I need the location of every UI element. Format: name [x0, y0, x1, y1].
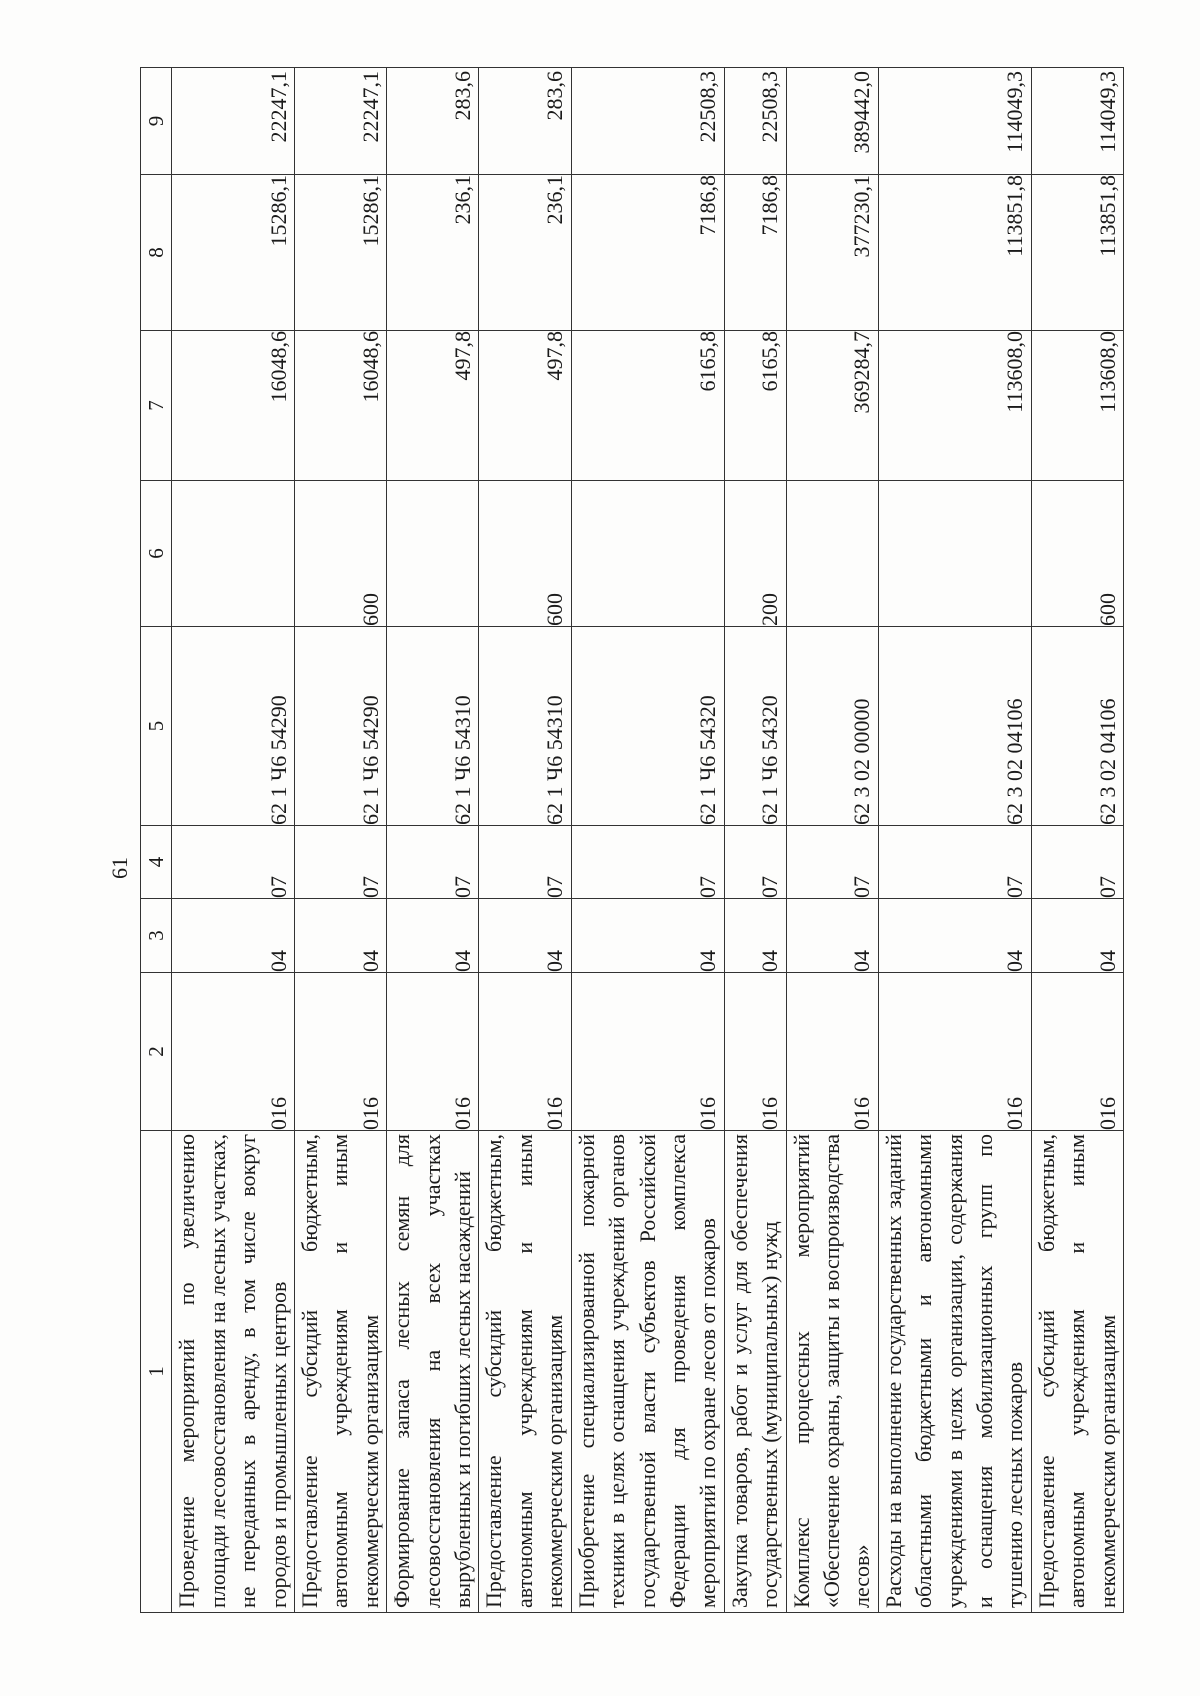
cell-amount-2: 15286,1 — [295, 175, 387, 331]
cell-section-code: 04 — [172, 899, 295, 973]
row-name: Предоставление субсидий бюджетным, автономным учреждениям и иным некоммерческим организациям — [1031, 1131, 1123, 1613]
cell-amount-3: 22508,3 — [571, 68, 724, 175]
cell-amount-3: 22247,1 — [295, 68, 387, 175]
cell-subsection-code: 07 — [571, 826, 724, 899]
cell-amount-1: 16048,6 — [295, 331, 387, 481]
cell-ministry-code: 016 — [172, 973, 295, 1131]
column-header: 9 — [141, 68, 172, 175]
table-row — [724, 68, 786, 1613]
table-row — [1031, 68, 1123, 1613]
cell-target-article: 62 1 Ч6 54310 — [387, 627, 479, 826]
cell-subsection-code: 07 — [479, 826, 571, 899]
cell-amount-3: 22247,1 — [172, 68, 295, 175]
cell-amount-3: 389442,0 — [786, 68, 878, 175]
row-name: Предоставление субсидий бюджетным, автономным учреждениям и иным некоммерческим организациям — [479, 1131, 571, 1613]
column-header: 8 — [141, 175, 172, 331]
cell-section-code: 04 — [571, 899, 724, 973]
cell-target-article: 62 1 Ч6 54310 — [479, 627, 571, 826]
cell-amount-1: 113608,0 — [878, 331, 1031, 481]
cell-subsection-code: 07 — [878, 826, 1031, 899]
cell-ministry-code: 016 — [479, 973, 571, 1131]
cell-amount-2: 113851,8 — [878, 175, 1031, 331]
cell-amount-2: 7186,8 — [724, 175, 786, 331]
cell-subsection-code: 07 — [724, 826, 786, 899]
cell-subsection-code: 07 — [295, 826, 387, 899]
cell-ministry-code: 016 — [878, 973, 1031, 1131]
cell-amount-2: 236,1 — [387, 175, 479, 331]
cell-amount-1: 369284,7 — [786, 331, 878, 481]
cell-section-code: 04 — [878, 899, 1031, 973]
row-name: Предоставление субсидий бюджетным, автономным учреждениям и иным некоммерческим организациям — [295, 1131, 387, 1613]
cell-amount-1: 497,8 — [387, 331, 479, 481]
header-row — [141, 68, 172, 1613]
cell-expense-type — [571, 481, 724, 627]
column-header: 3 — [141, 899, 172, 973]
row-name: Формирование запаса лесных семян для лесовосстановления на всех участках вырубленных и погибших лесных насаждений — [387, 1131, 479, 1613]
row-name: Комплекс процессных мероприятий «Обеспечение охраны, защиты и воспроизводства лесов» — [786, 1131, 878, 1613]
cell-expense-type — [878, 481, 1031, 627]
cell-section-code: 04 — [1031, 899, 1123, 973]
cell-section-code: 04 — [479, 899, 571, 973]
row-name: Закупка товаров, работ и услуг для обеспечения государственных (муниципальных) нужд — [724, 1131, 786, 1613]
cell-amount-2: 113851,8 — [1031, 175, 1123, 331]
table-row — [878, 68, 1031, 1613]
cell-amount-1: 6165,8 — [571, 331, 724, 481]
column-header: 1 — [141, 1131, 172, 1613]
cell-section-code: 04 — [295, 899, 387, 973]
cell-subsection-code: 07 — [387, 826, 479, 899]
table-row — [571, 68, 724, 1613]
cell-section-code: 04 — [387, 899, 479, 973]
table-row — [295, 68, 387, 1613]
page-number: 61 — [107, 857, 132, 879]
cell-expense-type: 600 — [479, 481, 571, 627]
cell-amount-1: 113608,0 — [1031, 331, 1123, 481]
row-name: Проведение мероприятий по увеличению площади лесовосстановления на лесных участках, не переданных в аренду, в том числе вокруг городов и промышленных центров — [172, 1131, 295, 1613]
cell-amount-3: 283,6 — [479, 68, 571, 175]
cell-expense-type — [786, 481, 878, 627]
cell-subsection-code: 07 — [172, 826, 295, 899]
cell-section-code: 04 — [724, 899, 786, 973]
cell-ministry-code: 016 — [387, 973, 479, 1131]
cell-target-article: 62 3 02 04106 — [1031, 627, 1123, 826]
cell-target-article: 62 3 02 04106 — [878, 627, 1031, 826]
cell-expense-type: 600 — [1031, 481, 1123, 627]
budget-table — [140, 67, 1124, 1613]
cell-amount-2: 236,1 — [479, 175, 571, 331]
cell-target-article: 62 3 02 00000 — [786, 627, 878, 826]
cell-expense-type: 600 — [295, 481, 387, 627]
cell-ministry-code: 016 — [786, 973, 878, 1131]
cell-amount-1: 497,8 — [479, 331, 571, 481]
cell-target-article: 62 1 Ч6 54290 — [295, 627, 387, 826]
table-row — [387, 68, 479, 1613]
cell-amount-1: 16048,6 — [172, 331, 295, 481]
column-header: 4 — [141, 826, 172, 899]
cell-amount-2: 7186,8 — [571, 175, 724, 331]
cell-subsection-code: 07 — [786, 826, 878, 899]
row-name: Расходы на выполнение государственных заданий областными бюджетными и автономными учреждениями в целях организации, содержания и оснащения мобилизационных групп по тушению лесных пожаров — [878, 1131, 1031, 1613]
cell-target-article: 62 1 Ч6 54320 — [724, 627, 786, 826]
column-header: 5 — [141, 627, 172, 826]
cell-amount-3: 22508,3 — [724, 68, 786, 175]
cell-ministry-code: 016 — [571, 973, 724, 1131]
cell-target-article: 62 1 Ч6 54320 — [571, 627, 724, 826]
cell-section-code: 04 — [786, 899, 878, 973]
cell-target-article: 62 1 Ч6 54290 — [172, 627, 295, 826]
cell-expense-type — [172, 481, 295, 627]
cell-amount-3: 283,6 — [387, 68, 479, 175]
budget-table-frame — [140, 68, 1120, 1613]
column-header: 2 — [141, 973, 172, 1131]
row-name: Приобретение специализированной пожарной техники в целях оснащения учреждений органов государственной власти субъектов Российской Федерации для проведения комплекса мероприятий по охране лесов от пожаров — [571, 1131, 724, 1613]
cell-expense-type: 200 — [724, 481, 786, 627]
table-row — [786, 68, 878, 1613]
column-header: 7 — [141, 331, 172, 481]
cell-amount-1: 6165,8 — [724, 331, 786, 481]
cell-amount-3: 114049,3 — [878, 68, 1031, 175]
cell-ministry-code: 016 — [724, 973, 786, 1131]
cell-ministry-code: 016 — [295, 973, 387, 1131]
table-row — [172, 68, 295, 1613]
cell-amount-3: 114049,3 — [1031, 68, 1123, 175]
cell-ministry-code: 016 — [1031, 973, 1123, 1131]
cell-expense-type — [387, 481, 479, 627]
cell-amount-2: 15286,1 — [172, 175, 295, 331]
cell-subsection-code: 07 — [1031, 826, 1123, 899]
column-header: 6 — [141, 481, 172, 627]
table-row — [479, 68, 571, 1613]
cell-amount-2: 377230,1 — [786, 175, 878, 331]
